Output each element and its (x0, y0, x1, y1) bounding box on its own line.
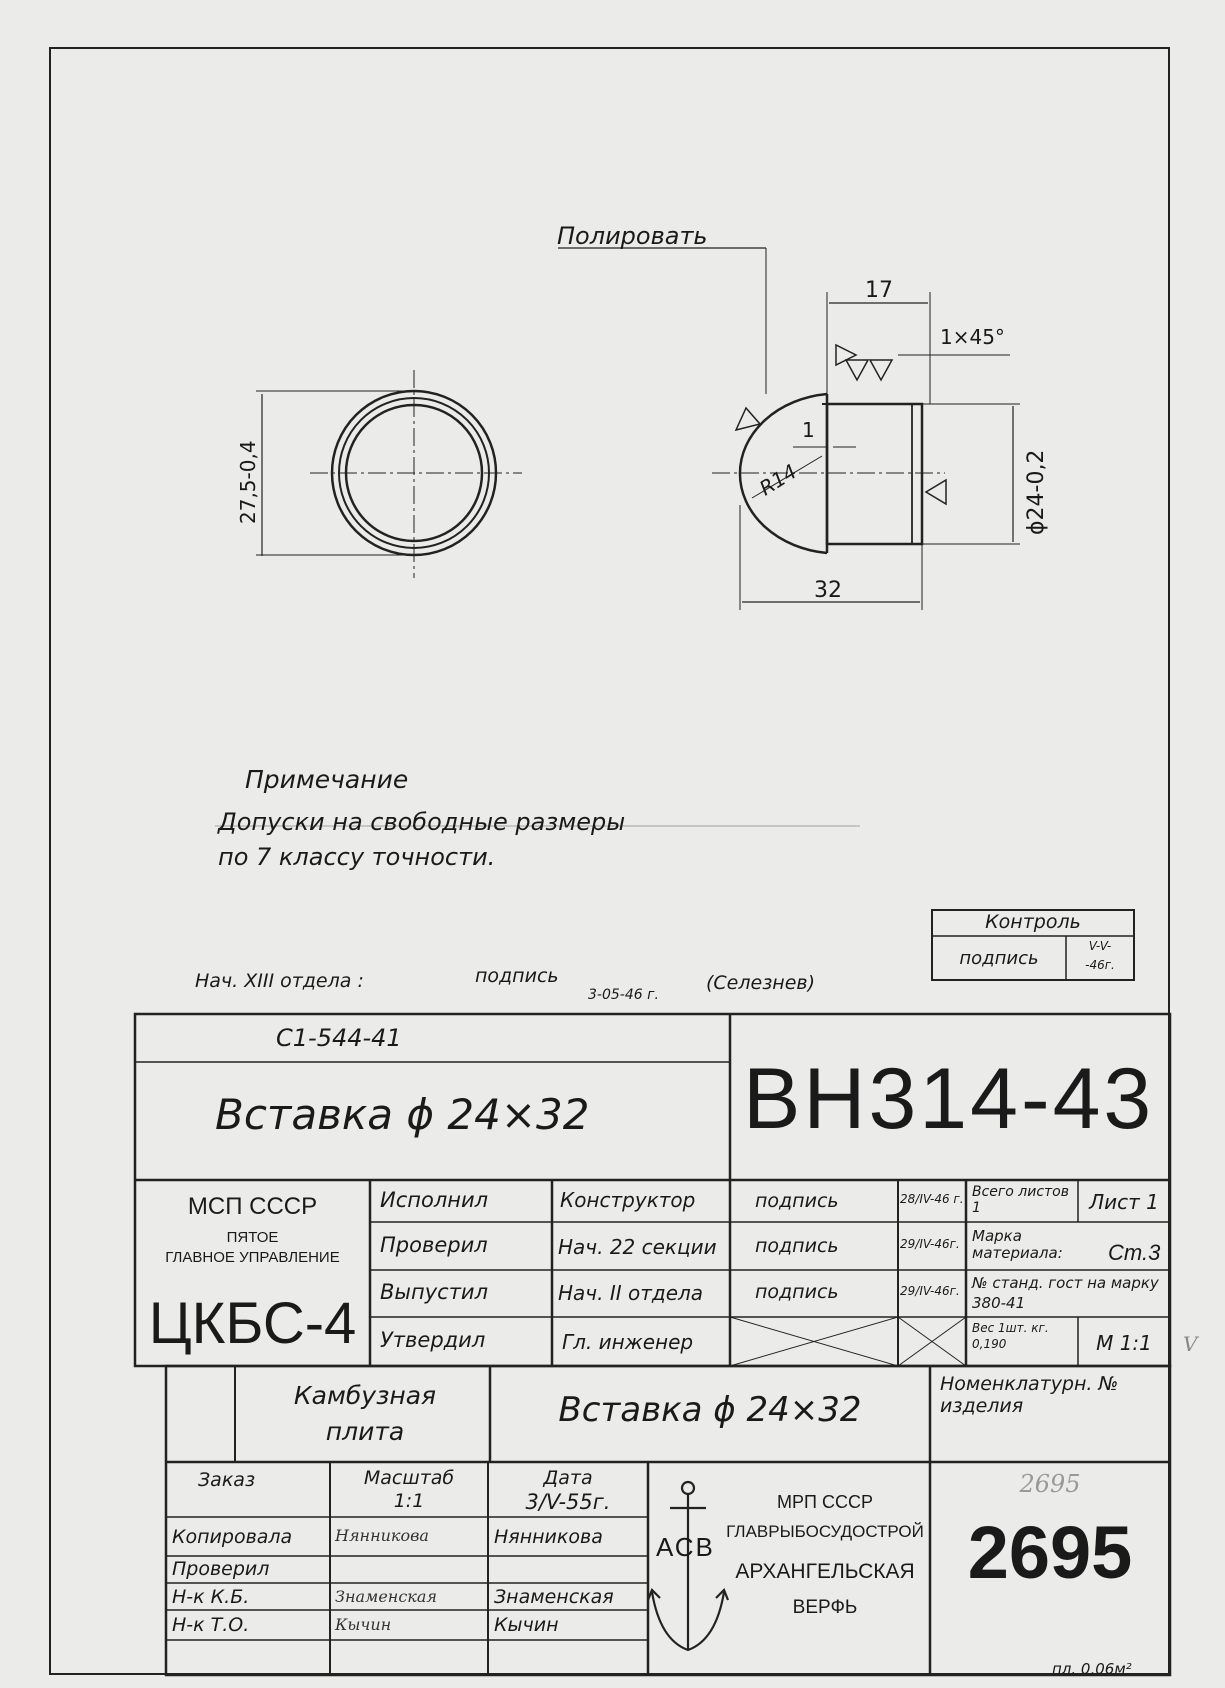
row-2-signature: подпись (755, 1281, 839, 1303)
sheet-area: пл. 0,06м² (1052, 1660, 1132, 1678)
nomenclature-label: Номенклатурн. № изделия (940, 1373, 1119, 1417)
row-0-position: Конструктор (560, 1188, 696, 1212)
note-title: Примечание (245, 765, 409, 794)
approval-date: 3-05-46 г. (588, 987, 659, 1003)
shipyard-line-1: МРП СССР (777, 1492, 873, 1512)
row-1-position: Нач. 22 секции (558, 1235, 717, 1259)
stamp-number-pencil: 2695 (1019, 1470, 1081, 1498)
row-1-signature: подпись (755, 1235, 839, 1257)
row-0-role: Исполнил (380, 1188, 489, 1212)
sheet-number: Лист 1 (1089, 1190, 1159, 1214)
shipyard-line-2: ГЛАВРЫБОСУДОСТРОЙ (726, 1522, 924, 1541)
part-name: Вставка ϕ 24×32 (215, 1090, 590, 1139)
staff-2-signature: Знаменская (335, 1587, 437, 1606)
staff-3-name: Кычин (494, 1614, 559, 1636)
dimension-17: 17 (865, 278, 893, 303)
row-2-date: 29/IV-46г. (900, 1284, 960, 1298)
row-2-role: Выпустил (380, 1280, 488, 1304)
staff-1-role: Проверил (172, 1558, 270, 1580)
drawing-scale: М 1:1 (1096, 1331, 1152, 1355)
scale-label: Масштаб (363, 1467, 455, 1489)
date-label: Дата (543, 1467, 593, 1489)
row-3-role: Утвердил (380, 1328, 486, 1352)
shipyard-line-3: АРХАНГЕЛЬСКАЯ (735, 1560, 915, 1583)
dimension-32: 32 (814, 578, 842, 603)
row-0-signature: подпись (755, 1190, 839, 1212)
staff-2-name: Знаменская (494, 1586, 614, 1608)
staff-3-role: Н-к Т.О. (172, 1614, 250, 1636)
staff-0-role: Копировала (172, 1526, 293, 1548)
staff-0-signature: Нянникова (335, 1526, 429, 1545)
sheets-total: Всего листов 1 (972, 1184, 1070, 1216)
staff-3-signature: Кычин (335, 1615, 392, 1634)
control-signature: подпись (959, 948, 1039, 969)
order-label: Заказ (198, 1469, 256, 1491)
dimension-radius: R14 (755, 459, 802, 501)
row-2-position: Нач. II отдела (558, 1281, 704, 1305)
material-label: Марка материала: (972, 1227, 1063, 1262)
part-weight: Вес 1шт. кг. 0,190 (972, 1321, 1049, 1351)
row-1-date: 29/IV-46г. (900, 1237, 960, 1251)
control-date-line-1: V-V- (1088, 939, 1112, 953)
org-line-3: ГЛАВНОЕ УПРАВЛЕНИЕ (165, 1249, 340, 1266)
polish-note: Полировать (557, 222, 708, 250)
row-1-role: Проверил (380, 1233, 488, 1257)
org-line-2: ПЯТОЕ (226, 1229, 279, 1246)
row-0-date: 28/IV-46 г. (900, 1192, 964, 1206)
date-value: 3/V-55г. (525, 1490, 611, 1514)
lower-part-name: Вставка ϕ 24×32 (558, 1390, 862, 1430)
dimension-diameter: ϕ24-0,2 (1024, 449, 1049, 535)
staff-2-role: Н-к К.Б. (172, 1586, 250, 1608)
control-title: Контроль (985, 911, 1081, 933)
staff-0-name: Нянникова (494, 1526, 603, 1548)
material-value: Ст.3 (1108, 1240, 1161, 1265)
material-standard: № станд. гост на марку 380-41 (972, 1274, 1159, 1312)
logo-letters: АСВ (656, 1532, 715, 1562)
stamp-number: 2695 (967, 1511, 1133, 1594)
approval-name: (Селезнев) (706, 972, 816, 994)
check-mark: V (1183, 1332, 1198, 1356)
dimension-chamfer: 1×45° (940, 325, 1005, 349)
anchor-logo-icon (648, 1482, 728, 1650)
org-line-1: МСП СССР (187, 1193, 318, 1220)
reference-number: С1-544-41 (276, 1024, 402, 1052)
scale-value: 1:1 (393, 1490, 425, 1512)
note-line-1: Допуски на свободные размеры (218, 808, 626, 836)
org-code: ЦКБС-4 (148, 1291, 357, 1356)
shipyard-line-4: ВЕРФЬ (792, 1597, 858, 1618)
control-date-line-2: -46г. (1085, 958, 1115, 972)
row-3-position: Гл. инженер (562, 1330, 694, 1354)
note-line-2: по 7 классу точности. (218, 843, 496, 871)
product-name: Камбузная плита (293, 1381, 437, 1446)
approval-text: Нач. XIII отдела : (195, 970, 364, 992)
dimension-1: 1 (802, 418, 815, 442)
drawing-number: ВН314-43 (743, 1051, 1155, 1147)
dimension-outer-diameter: 27,5-0,4 (236, 440, 260, 524)
approval-signature: подпись (475, 965, 559, 987)
